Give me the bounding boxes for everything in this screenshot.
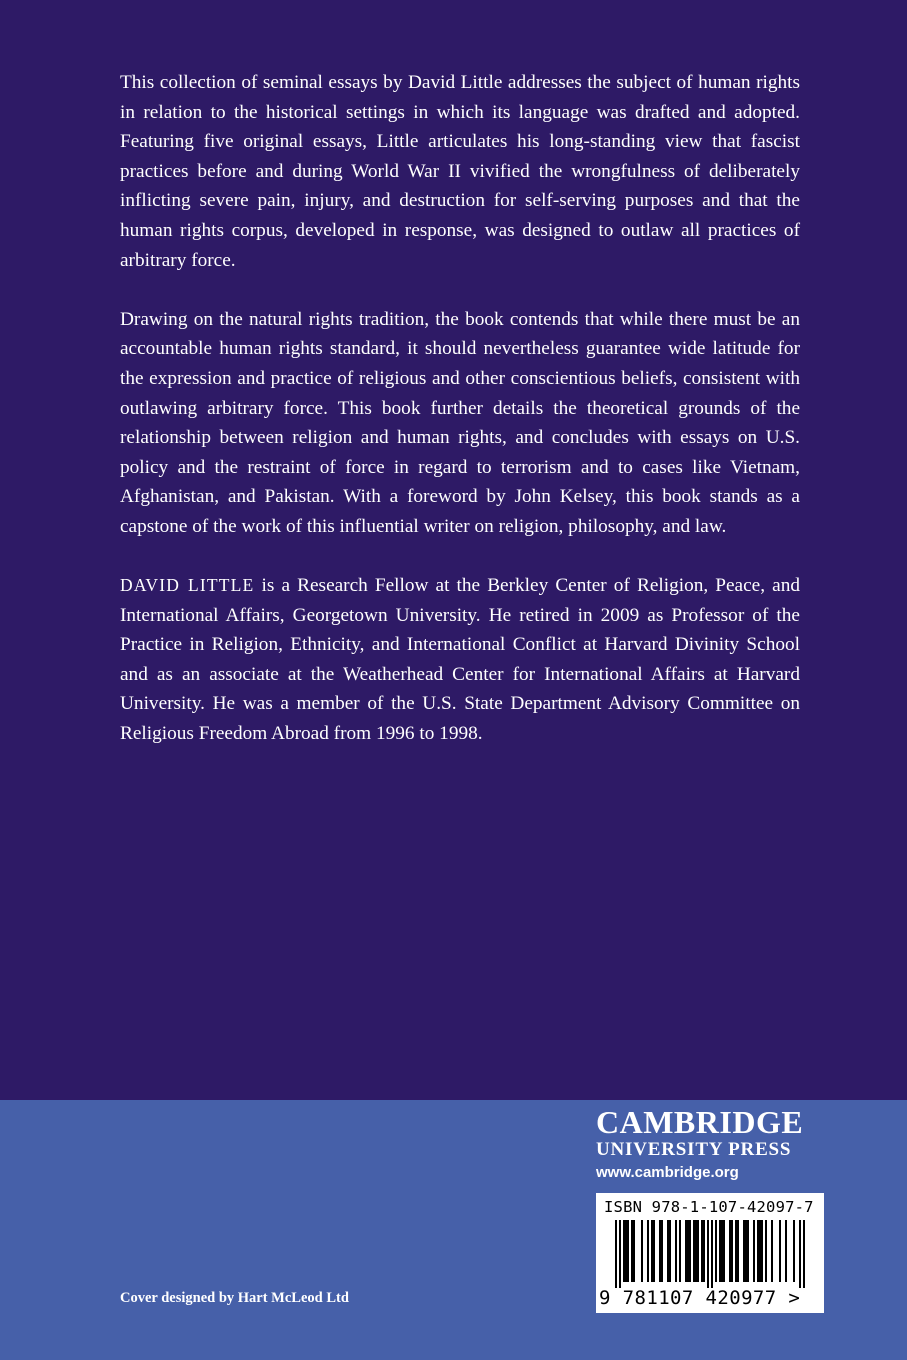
barcode-bar [695, 1220, 697, 1282]
barcode-bar [689, 1220, 691, 1282]
author-name: DAVID LITTLE [120, 575, 255, 596]
barcode-bar [651, 1220, 653, 1282]
barcode-bar [753, 1220, 755, 1282]
barcode-box [596, 1193, 824, 1313]
barcode-bar [687, 1220, 689, 1282]
barcode-bar [693, 1220, 695, 1282]
barcode-bar [721, 1220, 723, 1282]
barcode-bar [735, 1220, 737, 1282]
barcode-bar [653, 1220, 655, 1282]
barcode-bar [799, 1220, 801, 1288]
barcode-bar [765, 1220, 767, 1282]
barcode-bar [803, 1220, 805, 1288]
barcode-bar [667, 1220, 669, 1282]
publisher-name: CAMBRIDGE [596, 1104, 804, 1140]
barcode-bar [633, 1220, 635, 1282]
barcode-bar [661, 1220, 663, 1282]
author-bio: is a Research Fellow at the Berkley Center of Religion, Peace, and International Affairs, Georgetown University. He retired in 2009 as Professor of the Practice in Religion, Ethnicity, and International Conflict at Harvard Divinity School and as an associate at the Weatherhead Center for International Affairs at Harvard University. He was a member of the U.S. State Department Advisory Committee on Religious Freedom Abroad from 1996 to 1998. [120, 575, 800, 745]
barcode-bar [731, 1220, 733, 1282]
barcode-bar [759, 1220, 761, 1282]
blurb-paragraph-1: This collection of seminal essays by David Little addresses the subject of human rights in relation to the historical settings in which its language was drafted and adopted. Featuring five original essays, Little articulates his long-standing view that fascist practices before and during World War II vivified the wrongfulness of deliberately inflicting severe pain, injury, and destruction for self-serving purposes and that the human rights corpus, developed in response, was designed to outlaw all practices of arbitrary force. [120, 72, 800, 271]
barcode-bar [685, 1220, 687, 1282]
author-bio-paragraph [120, 571, 800, 749]
barcode-bar [743, 1220, 745, 1282]
barcode-bar [707, 1220, 709, 1288]
barcode-bar [779, 1220, 781, 1282]
barcode-bar [761, 1220, 763, 1282]
cover-credit: Cover designed by Hart McLeod Ltd [120, 1290, 349, 1306]
barcode-bar [631, 1220, 633, 1282]
barcode-bar [659, 1220, 661, 1282]
barcode-bar [715, 1220, 717, 1282]
barcode-bar [669, 1220, 671, 1282]
barcode-bar [625, 1220, 627, 1282]
barcode-bar [615, 1220, 617, 1288]
publisher-url: www.cambridge.org [596, 1164, 739, 1181]
barcode-bar [719, 1220, 721, 1282]
barcode-bar [619, 1220, 621, 1288]
barcode-digits: 9 781107 420977 > [599, 1287, 801, 1309]
barcode-bar [647, 1220, 649, 1282]
barcode-bar [703, 1220, 705, 1282]
barcode-bar [697, 1220, 699, 1282]
barcode-bar [675, 1220, 677, 1282]
barcode-bar [627, 1220, 629, 1282]
barcode-bar [737, 1220, 739, 1282]
barcode-bar [729, 1220, 731, 1282]
barcode-bar [785, 1220, 787, 1282]
barcode-bar [679, 1220, 681, 1282]
barcode-bar [747, 1220, 749, 1282]
barcode-bar [701, 1220, 703, 1282]
barcode-bar [745, 1220, 747, 1282]
isbn-label: ISBN 978-1-107-42097-7 [604, 1198, 814, 1216]
barcode-bar [623, 1220, 625, 1282]
barcode-bar [723, 1220, 725, 1282]
barcode-bar [757, 1220, 759, 1282]
barcode-bar [793, 1220, 795, 1282]
blurb-text [120, 68, 800, 778]
barcode-bar [641, 1220, 643, 1282]
barcode-icon [604, 1220, 816, 1288]
publisher-subtitle: UNIVERSITY PRESS [596, 1139, 792, 1160]
barcode-bar [771, 1220, 773, 1282]
blurb-paragraph-2: Drawing on the natural rights tradition, the book contends that while there must be an accountable human rights standard, it should nevertheless guarantee wide latitude for the expression and practice of religious and other conscientious beliefs, consistent with outlawing arbitrary force. This book further details the theoretical grounds of the relationship between religion and human rights, and concludes with essays on U.S. policy and the restraint of force in regard to terrorism and to cases like Vietnam, Afghanistan, and Pakistan. With a foreword by John Kelsey, this book stands as a capstone of the work of this influential writer on religion, philosophy, and law. [120, 308, 800, 537]
publisher-logo [596, 1104, 828, 1184]
barcode-bar [711, 1220, 713, 1288]
